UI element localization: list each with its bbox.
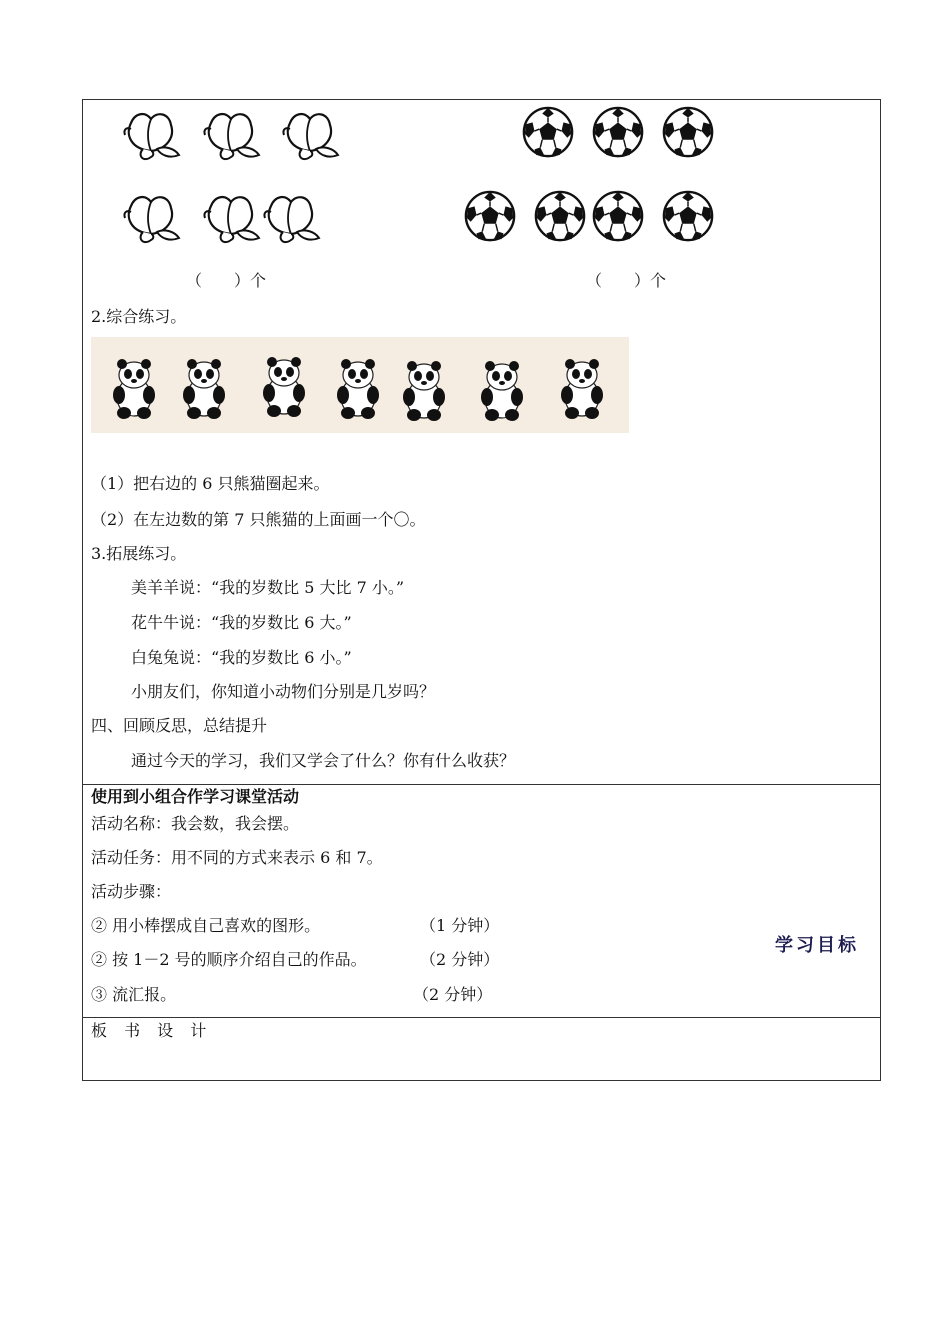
peach-icon bbox=[203, 188, 261, 248]
soccer-ball-icon bbox=[533, 189, 587, 243]
peach-icon bbox=[123, 105, 181, 165]
peach-icon bbox=[263, 188, 321, 248]
exercise3-line-1: 美羊羊说：“我的岁数比 5 大比 7 小。” bbox=[131, 578, 405, 597]
section4-line: 通过今天的学习，我们又学会了什么？你有什么收获？ bbox=[131, 751, 516, 770]
ball-count-blank: （ ）个 bbox=[586, 271, 667, 290]
section4-title: 四、回顾反思，总结提升 bbox=[91, 716, 268, 735]
lesson-plan-table bbox=[82, 99, 881, 1081]
activity-step-1: ② 用小棒摆成自己喜欢的图形。 bbox=[91, 916, 321, 935]
activity-step-3: ③ 流汇报。 bbox=[91, 985, 177, 1004]
panda-icon bbox=[109, 353, 159, 421]
activity-step-2: ② 按 1－2 号的顺序介绍自己的作品。 bbox=[91, 950, 367, 969]
panda-icon bbox=[557, 353, 607, 421]
soccer-ball-icon bbox=[661, 105, 715, 159]
row-divider bbox=[83, 1017, 880, 1018]
soccer-ball-icon bbox=[591, 105, 645, 159]
activity-step-2-time: （2 分钟） bbox=[420, 950, 500, 969]
panda-icon bbox=[333, 353, 383, 421]
activity-step-3-time: （2 分钟） bbox=[413, 985, 493, 1004]
soccer-ball-icon bbox=[521, 105, 575, 159]
panda-icon bbox=[477, 355, 527, 423]
peach-icon bbox=[203, 105, 261, 165]
soccer-ball-icon bbox=[463, 189, 517, 243]
panda-icon bbox=[399, 355, 449, 423]
exercise2-question-2: （2）在左边数的第 7 只熊猫的上面画一个〇。 bbox=[91, 510, 426, 529]
row-divider bbox=[83, 784, 880, 785]
board-design-label: 板 书 设 计 bbox=[91, 1021, 213, 1040]
exercise2-title: 2.综合练习。 bbox=[91, 307, 187, 326]
peach-count-blank: （ ）个 bbox=[186, 271, 267, 290]
exercise3-title: 3.拓展练习。 bbox=[91, 544, 187, 563]
exercise3-line-2: 花牛牛说：“我的岁数比 6 大。” bbox=[131, 613, 352, 632]
activity-task: 活动任务：用不同的方式来表示 6 和 7。 bbox=[91, 848, 383, 867]
exercise3-line-3: 白兔兔说：“我的岁数比 6 小。” bbox=[131, 648, 352, 667]
panda-strip bbox=[91, 337, 629, 433]
peach-icon bbox=[282, 105, 340, 165]
peach-icon bbox=[123, 188, 181, 248]
panda-icon bbox=[259, 351, 309, 419]
activity-heading: 使用到小组合作学习课堂活动 bbox=[91, 787, 300, 806]
activity-name: 活动名称：我会数，我会摆。 bbox=[91, 814, 300, 833]
learning-goal-label: 学习目标 bbox=[775, 935, 859, 956]
exercise3-line-4: 小朋友们，你知道小动物们分别是几岁吗？ bbox=[131, 682, 436, 701]
exercise2-question-1: （1）把右边的 6 只熊猫圈起来。 bbox=[91, 474, 330, 493]
soccer-ball-icon bbox=[661, 189, 715, 243]
panda-icon bbox=[179, 353, 229, 421]
soccer-ball-icon bbox=[591, 189, 645, 243]
activity-step-1-time: （1 分钟） bbox=[420, 916, 500, 935]
activity-steps-label: 活动步骤： bbox=[91, 882, 172, 901]
